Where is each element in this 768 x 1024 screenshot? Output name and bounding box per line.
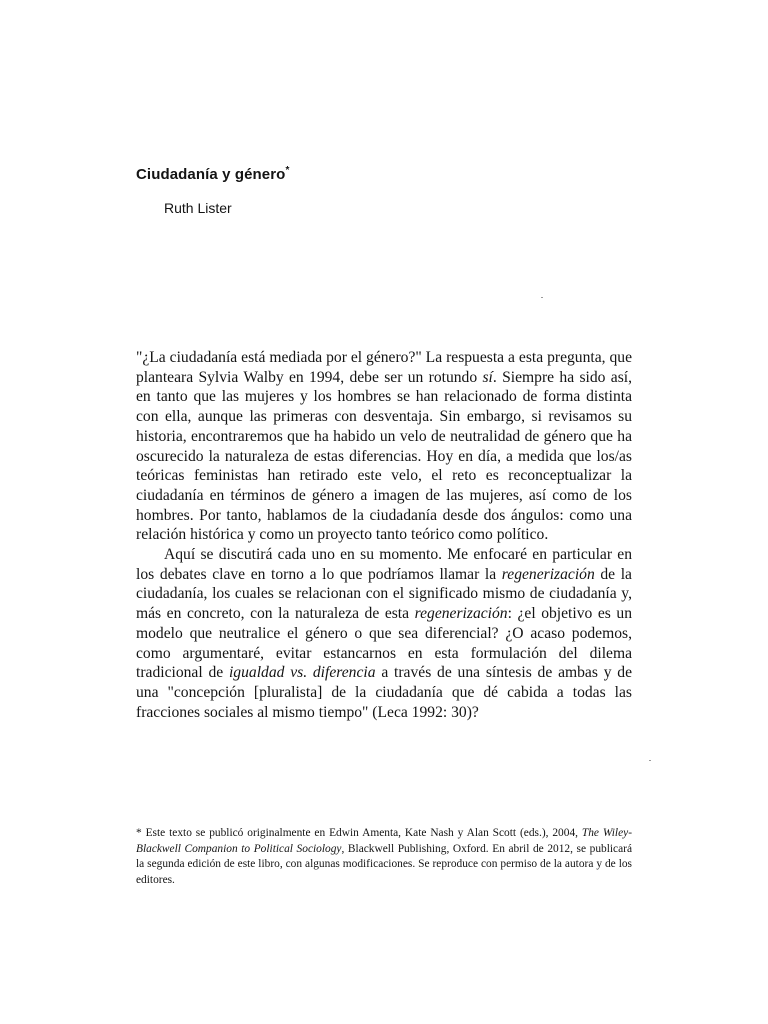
paragraph-2-text-a: Aquí se discutirá cada uno en su momento. Me enfocaré en particular en los debates clave en torno a lo que podríamos llamar la	[136, 546, 632, 583]
paragraph-1	[136, 348, 632, 545]
author-name: Ruth Lister	[164, 200, 232, 216]
footnote-book-title: The Wiley-Blackwell Companion to Political Sociology	[136, 827, 632, 855]
paragraph-2-emphasis-c: igualdad vs. diferencia	[228, 664, 376, 682]
footnote-paragraph	[136, 826, 632, 888]
paragraph-2-emphasis-a: regenerización	[501, 565, 595, 583]
paragraph-2-text-d: a través de una síntesis de ambas y de una "concepción [pluralista] de la ciudadanía que dé cabida a todas las fracciones sociales al mismo tiempo" (Leca 1992: 30)?	[136, 664, 632, 721]
footnote	[136, 826, 632, 888]
paragraph-2	[136, 545, 632, 722]
chapter-title-text: Ciudadanía y género	[136, 166, 286, 183]
scan-speck	[649, 760, 651, 761]
chapter-title	[136, 165, 289, 183]
paragraph-1-text-b: . Siempre ha sido así, en tanto que las mujeres y los hombres se han relacionado de forma distinta con ella, aunque las primeras con desventaja. Sin embargo, si revisamos su historia, encontraremos que ha habido un velo de neutralidad de género que ha oscurecido la naturaleza de estas diferencias. Hoy en día, a medida que los/as teóricas feministas han retirado este velo, el reto es reconceptualizar la ciudadanía en términos de género a imagen de las mujeres, así como de los hombres. Por tanto, hablamos de la ciudadanía desde dos ángulos: como una relación histórica y como un proyecto tanto teórico como político.	[136, 368, 632, 544]
scan-speck	[541, 297, 543, 298]
paragraph-1-text-a: "¿La ciudadanía está mediada por el género?" La respuesta a esta pregunta, que planteara Sylvia Walby en 1994, debe ser un rotundo	[136, 349, 632, 386]
footnote-text-a: * Este texto se publicó originalmente en Edwin Amenta, Kate Nash y Alan Scott (eds.), 2004,	[136, 827, 582, 839]
footnote-text-b: , Blackwell Publishing, Oxford. En abril de 2012, se publicará la segunda edición de este libro, con algunas modificaciones. Se reproduce con permiso de la autora y de los editores.	[136, 842, 633, 886]
paragraph-2-text-b: de la ciudadanía, los cuales se relacionan con el significado mismo de ciudadanía y, más en concreto, con la naturaleza de esta	[136, 565, 632, 623]
paragraph-2-text-c: : ¿el objetivo es un modelo que neutralice el género o que sea diferencial? ¿O acaso podemos, como argumentaré, evitar estancarnos en esta formulación del dilema tradicional de	[136, 605, 632, 682]
footnote-marker: *	[285, 165, 290, 176]
paragraph-1-emphasis: sí	[482, 368, 493, 386]
paragraph-2-emphasis-b: regenerización	[414, 605, 508, 623]
body-text	[136, 348, 632, 722]
